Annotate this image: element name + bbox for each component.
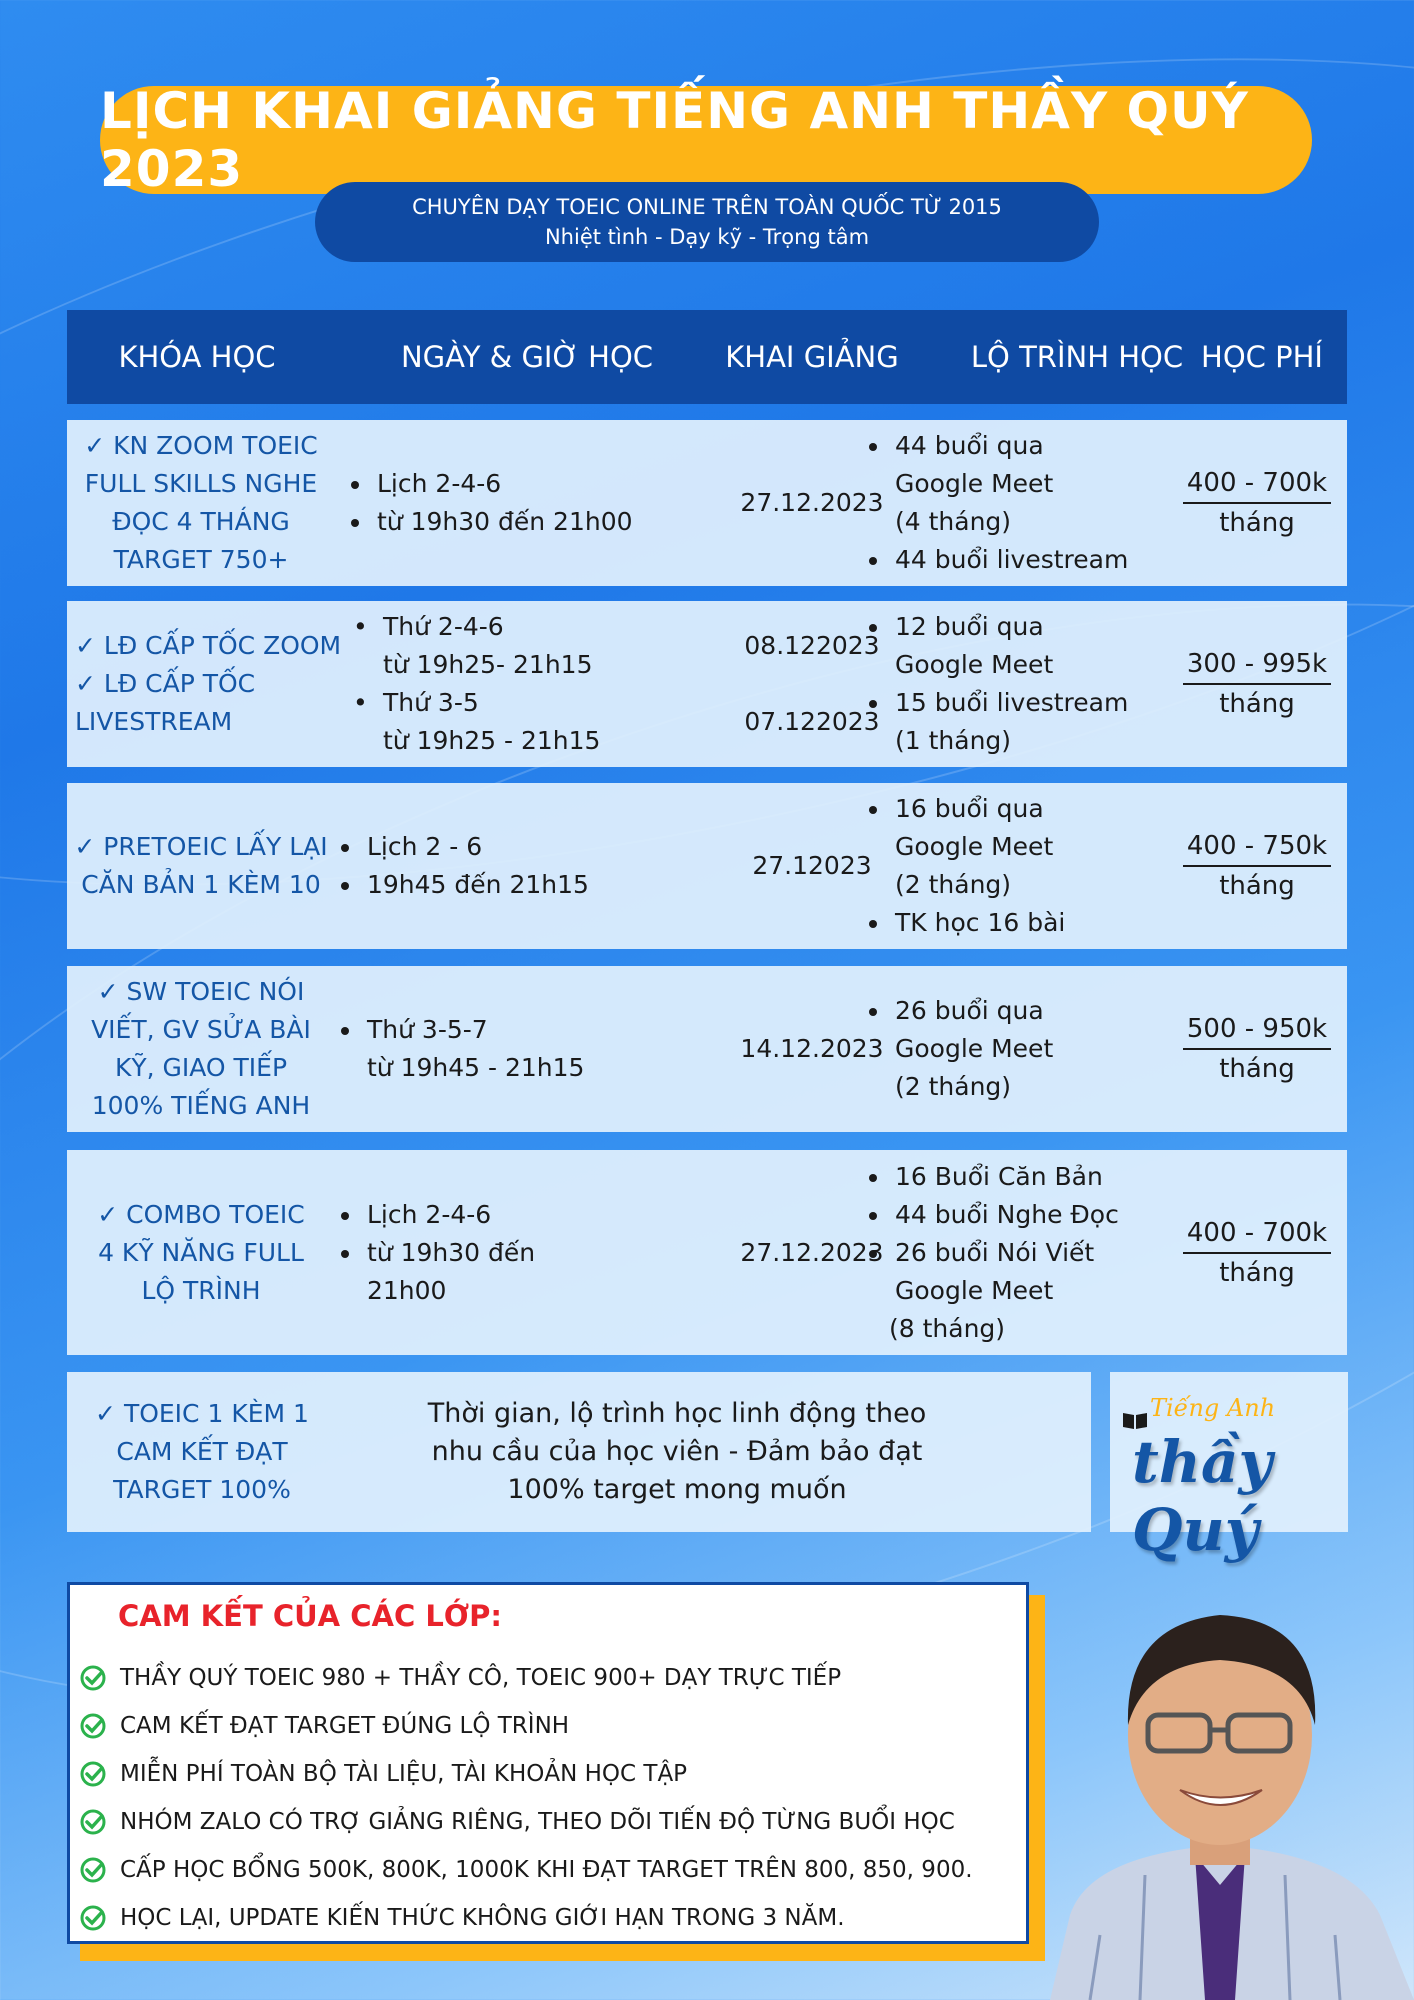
course-name-line: FULL SKILLS NGHE xyxy=(84,469,318,498)
check-circle-icon xyxy=(78,1855,108,1885)
fee-amount: 400 - 700k xyxy=(1183,1214,1331,1254)
route-text: (4 tháng) xyxy=(895,507,1012,536)
fee-cell xyxy=(1167,783,1347,949)
book-icon xyxy=(1122,1410,1148,1430)
schedule-text: Thứ 2-4-6 xyxy=(383,612,504,641)
table-row xyxy=(67,783,1347,949)
route-text: • 12 buổi qua xyxy=(895,612,1044,641)
route-text: Google Meet xyxy=(895,1275,1054,1305)
schedule-text: từ 19h45 - 21h15 xyxy=(367,1053,585,1082)
fee-cell xyxy=(1167,420,1347,586)
course-name-line: LỘ TRÌNH xyxy=(141,1275,261,1305)
course-name xyxy=(67,420,335,586)
route-text: (2 tháng) xyxy=(895,870,1012,899)
commitment-text: MIỄN PHÍ TOÀN BỘ TÀI LIỆU, TÀI KHOẢN HỌC TẬP xyxy=(120,1761,688,1787)
schedule-text: từ 19h25- 21h15 xyxy=(383,650,593,679)
check-circle-icon xyxy=(78,1903,108,1933)
route-text: • TK học 16 bài xyxy=(895,908,1066,937)
table-row-final xyxy=(67,1372,1091,1532)
logo-small-text: Tiếng Anh xyxy=(1150,1394,1276,1422)
fee-unit: tháng xyxy=(1219,1054,1295,1084)
course-name-line: ✓ KN ZOOM TOEIC xyxy=(84,431,318,460)
start-date-text: 07.122023 xyxy=(744,707,880,736)
commitment-item xyxy=(78,1759,687,1789)
course-name xyxy=(67,966,335,1132)
check-circle-icon xyxy=(78,1711,108,1741)
fee-unit: tháng xyxy=(1219,871,1295,901)
fee-unit: tháng xyxy=(1219,689,1295,719)
route-text: • 26 buổi qua xyxy=(895,996,1044,1025)
schedule-item: • 19h45 đến 21h15 xyxy=(363,866,729,904)
route-text: (1 tháng) xyxy=(895,726,1012,755)
check-circle-icon xyxy=(78,1807,108,1837)
start-date-text: 27.12.2023 xyxy=(740,488,884,517)
commitment-item xyxy=(78,1807,955,1837)
commitment-text: CAM KẾT ĐẠT TARGET ĐÚNG LỘ TRÌNH xyxy=(120,1713,570,1739)
commitment-box xyxy=(67,1582,1029,1944)
route-text: Google Meet xyxy=(895,469,1054,498)
subtitle-line-1: CHUYÊN DẠY TOEIC ONLINE TRÊN TOÀN QUỐC TỪ 2015 xyxy=(412,195,1002,219)
subtitle-banner xyxy=(315,182,1099,262)
final-name-line: CAM KẾT ĐẠT xyxy=(116,1437,288,1466)
commitment-text: NHÓM ZALO CÓ TRỢ GIẢNG RIÊNG, THEO DÕI TIẾN ĐỘ TỪNG BUỔI HỌC xyxy=(120,1809,955,1835)
commitment-item xyxy=(78,1855,973,1885)
fee-amount: 400 - 750k xyxy=(1183,827,1331,867)
course-name xyxy=(67,783,335,949)
schedule-text: • từ 19h30 đến xyxy=(367,1237,536,1267)
check-circle-icon xyxy=(78,1759,108,1789)
subtitle-line-2: Nhiệt tình - Dạy kỹ - Trọng tâm xyxy=(544,225,870,249)
bullet: • xyxy=(353,688,368,717)
table-row xyxy=(67,601,1347,767)
route-cell xyxy=(857,966,1217,1132)
course-name-line: ✓ LĐ CẤP TỐC ZOOM xyxy=(75,631,342,660)
commitment-text: HỌC LẠI, UPDATE KIẾN THỨC KHÔNG GIỚI HẠN TRONG 3 NĂM. xyxy=(120,1905,845,1931)
table-row xyxy=(67,966,1347,1132)
final-description xyxy=(367,1372,987,1532)
route-text: • 15 buổi livestream xyxy=(895,688,1129,717)
course-name-line: TARGET 750+ xyxy=(113,545,289,574)
start-date-text: 14.12.2023 xyxy=(740,1034,884,1063)
teacher-portrait xyxy=(1030,1555,1414,2000)
final-desc-line: nhu cầu của học viên - Đảm bảo đạt xyxy=(431,1436,923,1467)
route-text: • 44 buổi qua xyxy=(895,431,1044,460)
final-course-name xyxy=(67,1372,337,1532)
header-fee: HỌC PHÍ xyxy=(1201,340,1323,374)
route-text: • 44 buổi livestream xyxy=(895,545,1129,574)
route-text: (2 tháng) xyxy=(895,1072,1012,1101)
course-name-line: VIẾT, GV SỬA BÀI xyxy=(91,1015,311,1044)
commitment-item xyxy=(78,1903,845,1933)
course-name-line: KỸ, GIAO TIẾP xyxy=(114,1053,288,1082)
commitment-item xyxy=(78,1663,841,1693)
route-cell xyxy=(857,783,1217,949)
fee-cell xyxy=(1167,1150,1347,1355)
final-name-line: TARGET 100% xyxy=(113,1475,291,1504)
route-cell xyxy=(857,601,1217,767)
route-text: Google Meet xyxy=(895,832,1054,861)
logo-big-text: thầy Quý xyxy=(1132,1428,1273,1564)
commitment-text: THẦY QUÝ TOEIC 980 + THẦY CÔ, TOEIC 900+ DẠY TRỰC TIẾP xyxy=(120,1665,842,1691)
check-circle-icon xyxy=(78,1663,108,1693)
course-name-line: ✓ PRETOEIC LẤY LẠI xyxy=(74,832,328,861)
route-text: • 44 buổi Nghe Đọc xyxy=(895,1199,1119,1229)
start-date-text: 08.122023 xyxy=(744,631,880,660)
course-name-line: ✓ LĐ CẤP TỐC xyxy=(75,669,256,698)
header-schedule: NGÀY & GIỜ HỌC xyxy=(400,340,654,374)
course-name-line: CĂN BẢN 1 KÈM 10 xyxy=(81,870,321,899)
route-text: • 16 Buổi Căn Bản xyxy=(895,1161,1103,1191)
table-row xyxy=(67,1150,1347,1355)
final-name-line: ✓ TOEIC 1 KÈM 1 xyxy=(95,1399,309,1428)
course-name-line: 100% TIẾNG ANH xyxy=(91,1091,311,1120)
schedule-item: • Lịch 2-4-6 xyxy=(363,1196,729,1234)
schedule-text: • Thứ 3-5-7 xyxy=(367,1015,488,1044)
header-course: KHÓA HỌC xyxy=(118,340,276,374)
course-name xyxy=(67,1150,335,1355)
bullet: • xyxy=(353,612,368,641)
fee-amount: 400 - 700k xyxy=(1183,464,1331,504)
page-title: LỊCH KHAI GIẢNG TIẾNG ANH THẦY QUÝ 2023 xyxy=(100,86,1312,194)
header-route: LỘ TRÌNH HỌC xyxy=(970,340,1184,374)
commitment-text: CẤP HỌC BỔNG 500K, 800K, 1000K KHI ĐẠT TARGET TRÊN 800, 850, 900. xyxy=(120,1857,973,1883)
fee-amount: 500 - 950k xyxy=(1183,1010,1331,1050)
table-row xyxy=(67,420,1347,586)
final-desc-line: 100% target mong muốn xyxy=(507,1474,847,1505)
schedule-item: • Lịch 2 - 6 xyxy=(363,828,729,866)
start-date-text: 27.12.2023 xyxy=(740,1237,884,1267)
fee-amount: 300 - 995k xyxy=(1183,645,1331,685)
course-name-line: 4 KỸ NĂNG FULL xyxy=(98,1237,304,1267)
start-date-text: 27.12023 xyxy=(752,851,872,880)
commitment-item xyxy=(78,1711,569,1741)
route-text: • 26 buổi Nói Viết xyxy=(895,1237,1095,1267)
course-name xyxy=(67,601,343,767)
schedule-text: 21h00 xyxy=(367,1275,447,1305)
route-text: • 16 buổi qua xyxy=(895,794,1044,823)
schedule-item: • Lịch 2-4-6 xyxy=(373,465,739,503)
route-text: (8 tháng) xyxy=(889,1313,1006,1343)
brand-logo xyxy=(1110,1372,1348,1564)
fee-cell xyxy=(1167,966,1347,1132)
route-text: Google Meet xyxy=(895,1034,1054,1063)
course-name-line: LIVESTREAM xyxy=(75,707,233,736)
course-name-line: ✓ COMBO TOEIC xyxy=(97,1199,305,1229)
commitment-title: CAM KẾT CỦA CÁC LỚP: xyxy=(118,1599,502,1633)
course-name-line: ĐỌC 4 THÁNG xyxy=(112,507,290,536)
table-header xyxy=(67,310,1347,404)
final-desc-line: Thời gian, lộ trình học linh động theo xyxy=(427,1398,927,1429)
fee-unit: tháng xyxy=(1219,508,1295,538)
fee-cell xyxy=(1167,601,1347,767)
route-cell xyxy=(857,420,1217,586)
schedule-text: từ 19h25 - 21h15 xyxy=(383,726,601,755)
fee-unit: tháng xyxy=(1219,1257,1295,1288)
route-text: Google Meet xyxy=(895,650,1054,679)
course-name-line: ✓ SW TOEIC NÓI xyxy=(97,977,305,1006)
route-cell xyxy=(857,1150,1217,1355)
schedule-item: • từ 19h30 đến 21h00 xyxy=(373,503,739,541)
schedule-text: Thứ 3-5 xyxy=(383,688,479,717)
header-start: KHAI GIẢNG xyxy=(725,340,899,374)
